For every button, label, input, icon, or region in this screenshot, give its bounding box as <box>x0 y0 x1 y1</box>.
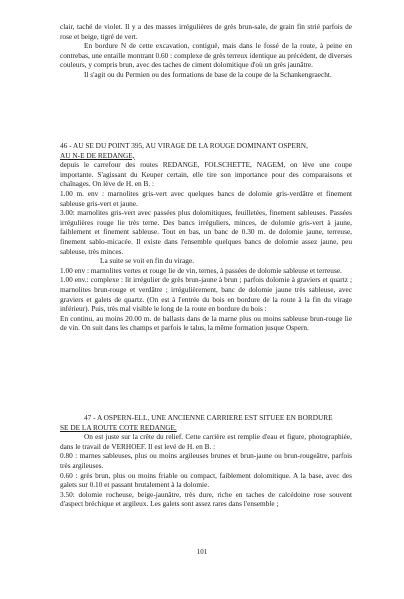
section-46-heading-line1: 46 - AU SE DU POINT 395, AU VIRAGE DE LA ROUGE DOMINANT OSPERN, <box>60 141 308 150</box>
section-47 <box>60 413 352 509</box>
section-46-layer-2: 3.00: marnolites gris-vert avec passées plus dolomitiques, feuilletées, finement sableuses. Passées irrégulières rouge lie très terne. Des bancs irréguliers, minces, de dolomie gris-vert à jaune, faiblement et finement sableuse. Tout en bas, un banc de 0.30 m. de dolomie jaune, terreuse, finement sablo-micacée. Il existe dans l'ensemble quelques bancs de dolomie assez jaune, peu sableuse, très minces. <box>60 208 352 256</box>
page-number: 101 <box>196 548 208 556</box>
section-46-heading-line2: AU N-E DE REDANGE, <box>60 150 135 160</box>
section-46-layer-1: 1.00 m. env : marnolites gris-vert avec quelques bancs de dolomie gris-verdâtre et finement sableuse gris-vert et jaune. <box>60 188 352 208</box>
text-column-top <box>60 22 352 80</box>
paragraph-permien: Il s'agit ou du Permien ou des formations de base de la coupe de la Schankengraecht. <box>84 69 332 79</box>
section-46-layer-4: 1.00 env.: complexe : lit irrégulier de grès brun-jaune à brun ; parfois dolomie à graviers et quartz ; marnolites brun-rouge et verdâtre ; irrégulièrement, banc de dolomie jaune très sableuse, avec graviers et galets de quartz. (On est à l'entrée du bois en bordure de la route à la fin du virage inférieur). Puis, très mal visible le long de la route en bordure du bois : <box>60 275 352 314</box>
section-46-layer-3: 1.00 env : marnolites vertes et rouge lie de vin, ternes, à passées de dolomie sableuse et terreuse. <box>60 265 342 275</box>
section-46-layer-5: En continu, au moins 20.00 m. de ballasts dans de la marne plus ou moins sableuse brun-rouge lie de vin. On suit dans les champs et parfois le talus, la même formation jusque Ospern. <box>60 313 352 333</box>
section-47-layer-2: 0.60 : grès brun, plus ou moins friable ou compact, faiblement dolomitique. A la base, avec des galets sur 0.10 et passant brutalement à la dolomie. <box>60 470 352 490</box>
section-47-heading-line2: SE DE LA ROUTE COTE REDANGE. <box>60 422 177 432</box>
section-46-intro: depuis le carrefour des routes REDANGE, FOLSCHETTE, NAGEM, on lève une coupe importante. S'agissant du Keuper certain, elle tire son importance pour des comparaisons et chaînages. On lève de H. en B. : <box>60 160 352 189</box>
paragraph-bordure-n: En bordure N de cette excavation, contiguë, mais dans le fossé de la route, à peine en contrebas, une entaille montrant 0.60 : complexe de grès terreux identique au précédent, de diverses couleurs, y compris brun, avec des taches de ciment dolomitique d'où un grès jaunâtre. <box>60 41 352 70</box>
section-47-intro: On est juste sur la crête du relief. Cette carrière est remplie d'eau et figure, photographiée, dans le travail de VERHOEF. Il est levé de H. en B. : <box>60 432 352 451</box>
section-46-continuation-note: La suite se voit en fin du virage. <box>100 256 195 266</box>
paragraph-continuation: clair, taché de violet. Il y a des masses irrégulières de grès brun-sale, de grain fin strié parfois de rose et beige, tigré de vert. <box>60 22 352 41</box>
section-46 <box>60 141 352 333</box>
section-47-layer-3: 3.50: dolomie rocheuse, beige-jaunâtre, très dure, riche en taches de calcédoine rose souvent d'aspect bréchique et argileux. Les galets sont assez rares dans l'ensemble ; <box>60 489 352 509</box>
section-47-heading-line1: 47 - A OSPERN-ELL, UNE ANCIENNE CARRIERE EST SITUEE EN BORDURE <box>84 413 333 422</box>
section-47-layer-1: 0.80 : marnes sableuses, plus ou moins argileuses brunes et brun-jaune ou brun-rougeâtre, parfois très argileuses. <box>60 451 352 470</box>
